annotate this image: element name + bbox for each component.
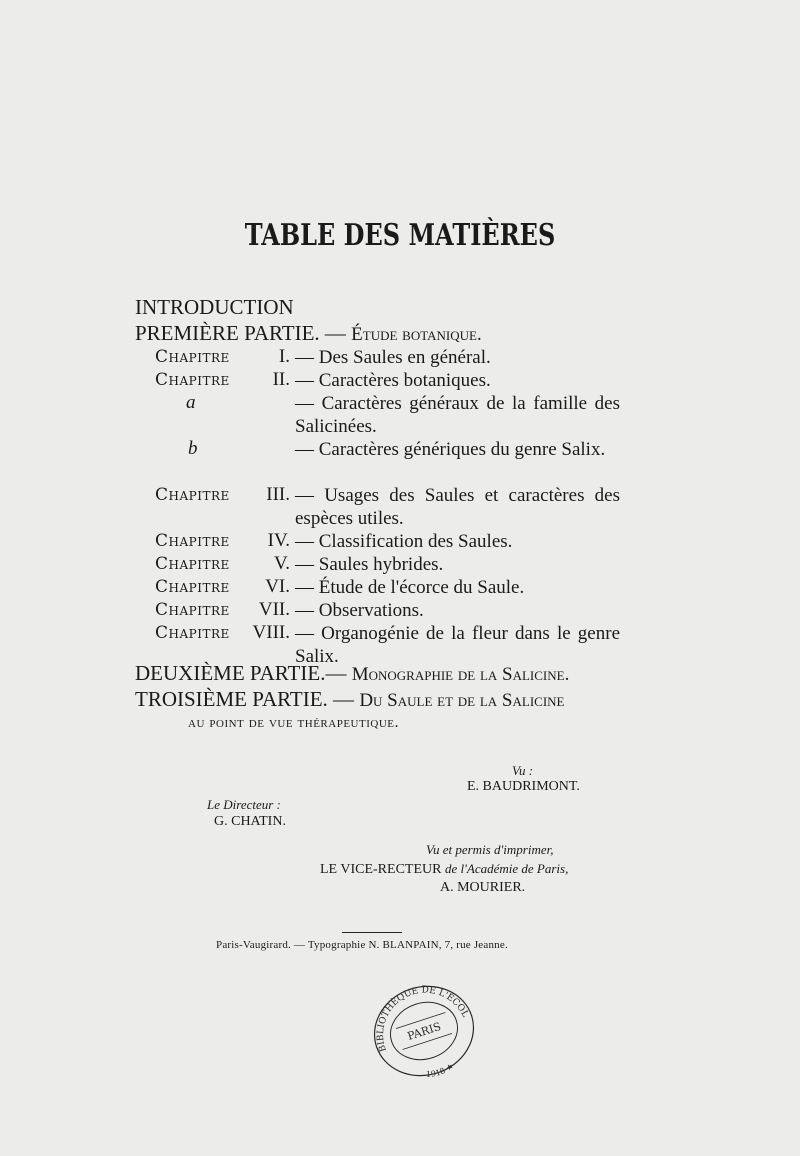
chapter-title: — Observations. — [295, 600, 424, 621]
chapter-number: II. — [272, 369, 290, 390]
chapter-label: Chapitre — [155, 531, 230, 551]
mourier-name: A. MOURIER. — [440, 880, 526, 895]
chapter-title: — Caractères botaniques. — [295, 370, 491, 391]
directeur-name: G. CHATIN. — [214, 814, 286, 829]
part-three-heading — [135, 688, 565, 712]
chapter-title: — Saules hybrides. — [295, 554, 444, 575]
part-one-heading — [135, 322, 482, 346]
chapter-label: Chapitre — [155, 577, 230, 597]
svg-text:1918 ★: 1918 ★ — [425, 1061, 456, 1079]
chapter-label: Chapitre — [155, 370, 230, 390]
chapter-number: V. — [273, 553, 290, 574]
imprint-line: Paris-Vaugirard. — Typographie N. BLANPAIN, 7, rue Jeanne. — [216, 939, 508, 951]
divider-rule — [342, 932, 402, 933]
page-title: TABLE DES MATIÈRES — [244, 218, 556, 253]
permis-label: Vu et permis d'imprimer, — [426, 842, 554, 857]
part-one-label: PREMIÈRE PARTIE. — — [135, 321, 346, 345]
chapter-title: — Classification des Saules. — [295, 531, 513, 552]
part-one-subtitle: Étude botanique. — [351, 324, 482, 345]
chapter-number: VII. — [258, 599, 290, 620]
chapter-number: a — [186, 392, 196, 413]
baudrimont-name: E. BAUDRIMONT. — [467, 779, 580, 794]
vice-recteur-suffix: de l'Académie de Paris, — [444, 861, 569, 876]
library-stamp-icon — [368, 982, 480, 1080]
part-two-label: DEUXIÈME PARTIE.— — [135, 661, 347, 685]
chapter-title: — Des Saules en général. — [295, 347, 491, 368]
chapter-number: IV. — [267, 530, 290, 551]
vice-recteur-prefix: LE VICE-RECTEUR — [320, 862, 442, 877]
chapter-number: VIII. — [252, 622, 290, 643]
chapter-label: Chapitre — [155, 485, 230, 505]
chapter-number: VI. — [265, 576, 290, 597]
introduction-heading: INTRODUCTION — [135, 295, 294, 319]
chapter-title: — Usages des Saules et caractères des espèces utiles. — [295, 485, 620, 529]
chapter-number: I. — [278, 346, 290, 367]
chapter-number: III. — [266, 484, 290, 505]
part-three-subtitle-line2: au point de vue thérapeutique. — [188, 714, 399, 731]
vu-label: Vu : — [512, 763, 534, 778]
chapter-label: Chapitre — [155, 554, 230, 574]
directeur-label: Le Directeur : — [207, 797, 281, 812]
part-three-subtitle: Du Saule et de la Salicine — [359, 690, 565, 711]
chapter-title: — Organogénie de la fleur dans le genre Salix. — [295, 623, 620, 667]
chapter-label: Chapitre — [155, 347, 230, 367]
part-two-heading — [135, 662, 569, 686]
svg-text:BIBLIOTHÈQUE DE L'ÉCOLE DE PHA: BIBLIOTHÈQUE DE L'ÉCOLE — [376, 985, 470, 1053]
chapter-label: Chapitre — [155, 600, 230, 620]
chapter-title: — Étude de l'écorce du Saule. — [295, 577, 525, 598]
chapter-number: b — [188, 438, 198, 459]
vice-recteur-line — [320, 861, 568, 878]
svg-text:PARIS: PARIS — [405, 1019, 443, 1043]
chapter-title: — Caractères génériques du genre Salix. — [295, 439, 606, 460]
chapter-title: — Caractères généraux de la famille des Salicinées. — [295, 393, 620, 437]
part-three-label: TROISIÈME PARTIE. — — [135, 687, 355, 711]
part-two-subtitle: Monographie de la Salicine. — [351, 664, 570, 685]
chapter-label: Chapitre — [155, 623, 230, 643]
